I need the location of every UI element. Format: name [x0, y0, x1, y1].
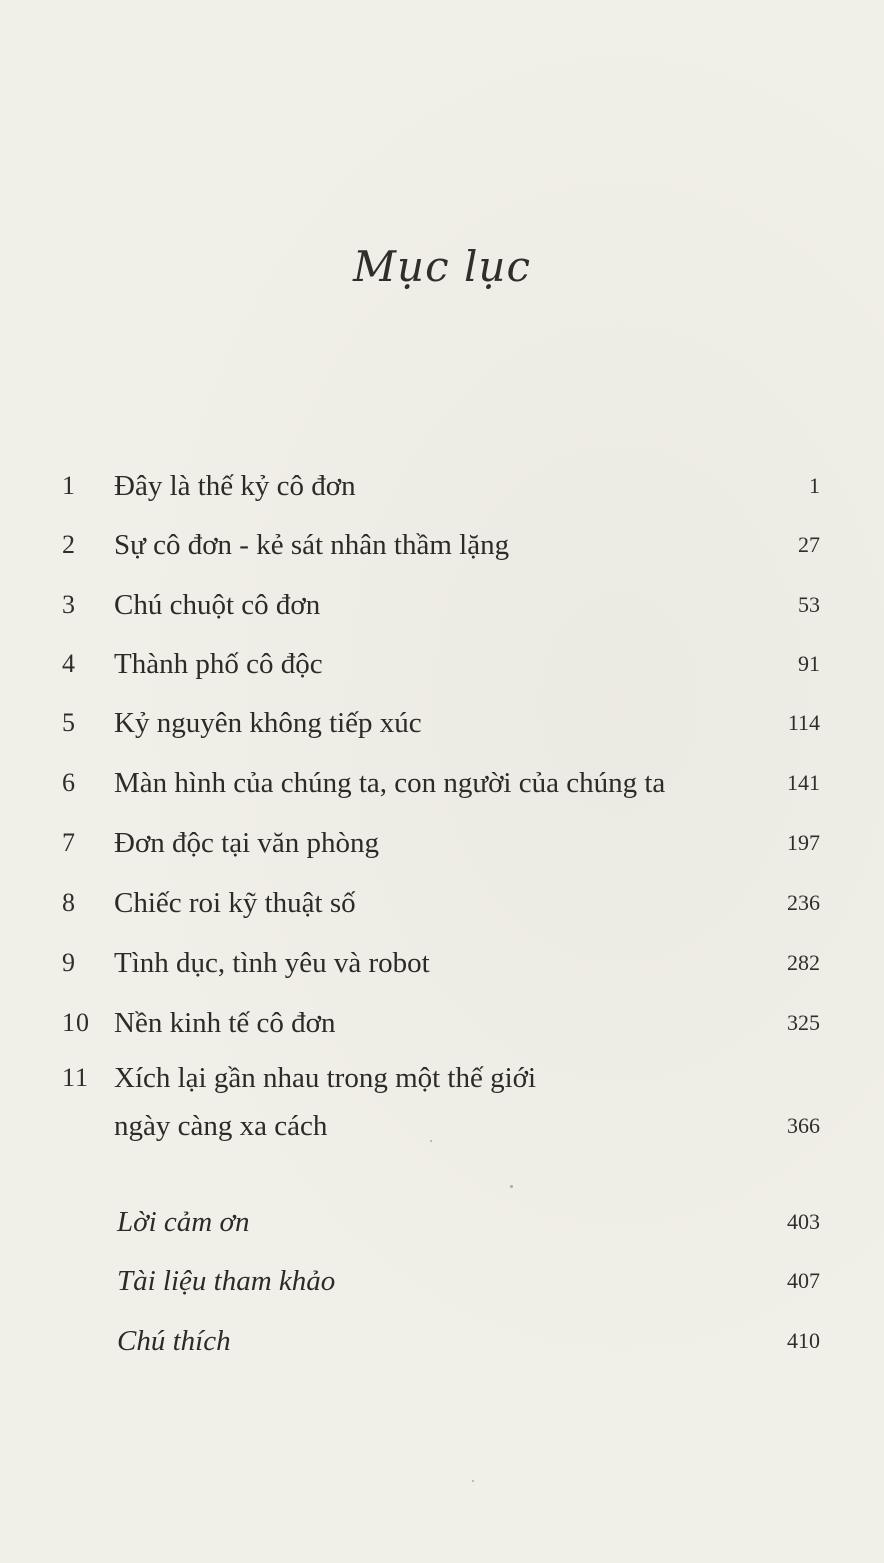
- page-number: 141: [787, 770, 820, 795]
- toc-entry-6: [0, 763, 884, 803]
- toc-entry-11-continuation: [0, 1106, 884, 1146]
- page-number: 114: [787, 710, 820, 735]
- chapter-number: 1: [62, 471, 76, 500]
- chapter-title: Chiếc roi kỹ thuật số: [114, 887, 356, 919]
- print-speck: [510, 1185, 513, 1188]
- back-matter-references: [0, 1261, 884, 1301]
- chapter-title-line1: Xích lại gần nhau trong một thế giới: [114, 1062, 537, 1094]
- chapter-title: Nền kinh tế cô đơn: [114, 1007, 336, 1039]
- chapter-title: Màn hình của chúng ta, con người của chúng ta: [114, 767, 666, 799]
- print-speck: [472, 1480, 474, 1482]
- page-number: 410: [787, 1328, 820, 1353]
- print-speck: [430, 1140, 432, 1142]
- toc-entry-4: [0, 644, 884, 684]
- chapter-title: Đơn độc tại văn phòng: [114, 827, 380, 859]
- toc-entry-9: [0, 943, 884, 983]
- chapter-number: 6: [62, 768, 75, 797]
- chapter-title: Tình dục, tình yêu và robot: [114, 947, 430, 979]
- chapter-number: 2: [62, 530, 75, 559]
- chapter-title: Thành phố cô độc: [114, 648, 323, 680]
- chapter-number: 3: [62, 590, 75, 619]
- toc-entry-11: [0, 1058, 884, 1098]
- page-number: 282: [787, 950, 820, 975]
- chapter-title: Đây là thế kỷ cô đơn: [114, 470, 356, 502]
- page-number: 366: [787, 1113, 820, 1138]
- chapter-number: 10: [62, 1008, 90, 1037]
- toc-entry-7: [0, 823, 884, 863]
- back-matter-title: Tài liệu tham khảo: [117, 1265, 336, 1297]
- chapter-title-line2: ngày càng xa cách: [114, 1110, 328, 1142]
- page-number: 197: [787, 830, 820, 855]
- toc-entry-8: [0, 883, 884, 923]
- chapter-number: 8: [62, 888, 75, 917]
- chapter-title: Chú chuột cô đơn: [114, 589, 321, 621]
- chapter-number: 7: [62, 828, 75, 857]
- page-title: Mục lục: [353, 242, 531, 291]
- page-number: 91: [798, 651, 820, 676]
- back-matter-title: Lời cảm ơn: [117, 1206, 250, 1238]
- toc-entry-3: [0, 585, 884, 625]
- page-number: 1: [809, 473, 820, 498]
- chapter-number: 4: [62, 649, 75, 678]
- chapter-title: Sự cô đơn - kẻ sát nhân thầm lặng: [114, 529, 510, 561]
- back-matter-acknowledgements: [0, 1202, 884, 1242]
- chapter-title: Kỷ nguyên không tiếp xúc: [114, 707, 422, 739]
- page-number: 403: [787, 1209, 820, 1234]
- toc-entry-1: [0, 466, 884, 506]
- page-number: 407: [787, 1268, 820, 1293]
- chapter-number: 9: [62, 948, 75, 977]
- back-matter-notes: [0, 1321, 884, 1361]
- chapter-number: 11: [62, 1063, 90, 1092]
- chapter-number: 5: [62, 708, 75, 737]
- page-number: 325: [787, 1010, 820, 1035]
- toc-entry-5: [0, 703, 884, 743]
- toc-entry-2: [0, 525, 884, 565]
- back-matter-title: Chú thích: [117, 1325, 231, 1357]
- toc-entry-10: [0, 1003, 884, 1043]
- page-number: 27: [798, 532, 820, 557]
- page-number: 236: [787, 890, 820, 915]
- page-number: 53: [798, 592, 820, 617]
